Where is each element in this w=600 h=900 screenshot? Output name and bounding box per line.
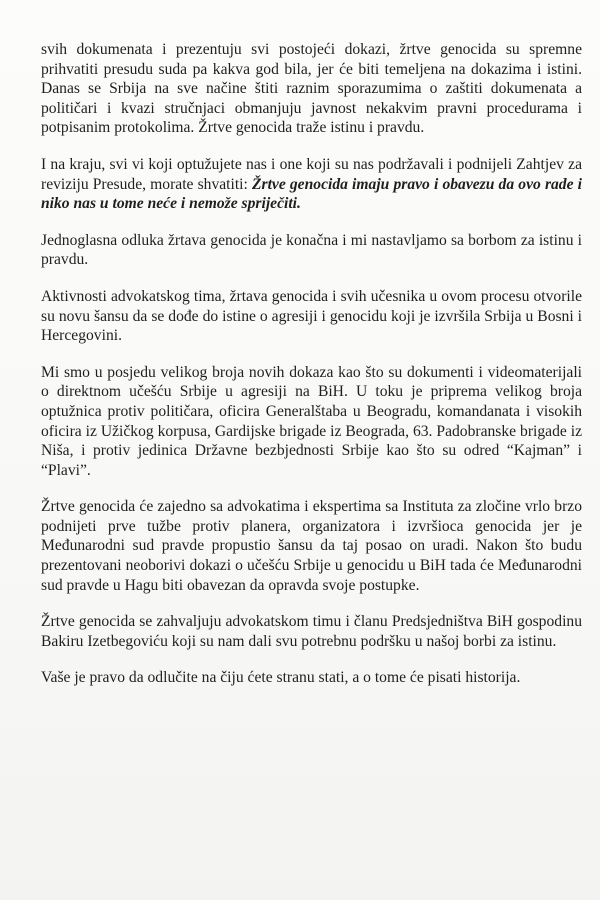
paragraph-1-text: svih dokumenata i prezentuju svi postojeći dokazi, žrtve genocida su spremne prihvatiti presudu suda pa kakva god bila, jer će biti temeljena na dokazima i istini. Danas se Srbija na sve načine štiti raznim sporazumima o zaštiti dokumenata a političari i kvazi stručnjaci obmanjuju javnost nekakvim pravni procedurama i potpisanim protokolima. Žrtve genocida traže istinu i pravdu. bbox=[41, 41, 582, 137]
paragraph-6-text: Žrtve genocida će zajedno sa advokatima i ekspertima sa Instituta za zločine vrlo brzo podnijeti prve tužbe protiv planera, organizatora i izvršioca genocida jer je Međunarodni sud pravde propustio šansu da taj posao on uradi. Nakon što budu prezentovani neoborivi dokazi o učešću Srbije u genocidu u BiH tada će Međunarodni sud pravde u Hagu biti obavezan da opravda svoje postupke. bbox=[41, 498, 582, 594]
paragraph-3-text: Jednoglasna odluka žrtava genocida je konačna i mi nastavljamo sa borbom za istinu i pravdu. bbox=[41, 231, 582, 269]
paragraph-7 bbox=[41, 612, 582, 651]
paragraph-8-text: Vaše je pravo da odlučite na čiju ćete stranu stati, a o tome će pisati historija. bbox=[41, 669, 521, 687]
paragraph-5 bbox=[41, 363, 582, 481]
paragraph-2-text: I na kraju, svi vi koji optužujete nas i one koji su nas podržavali i podnijeli Zahtjev za reviziju Presude, morate shvatiti: bbox=[41, 155, 582, 193]
paragraph-6 bbox=[41, 497, 582, 595]
paragraph-4-text: Aktivnosti advokatskog tima, žrtava genocida i svih učesnika u ovom procesu otvorile su novu šansu da se dođe do istine o agresiji i genocidu koji je izvršila Srbija u Bosni i Hercegovini. bbox=[41, 287, 582, 345]
paragraph-3 bbox=[41, 231, 582, 270]
document-body bbox=[41, 40, 582, 705]
paragraph-1 bbox=[41, 40, 582, 138]
paragraph-2 bbox=[41, 155, 582, 214]
paragraph-4 bbox=[41, 287, 582, 346]
paragraph-8 bbox=[41, 668, 582, 688]
paragraph-7-text: Žrtve genocida se zahvaljuju advokatskom timu i članu Predsjedništva BiH gospodinu Bakiru Izetbegoviću koji su nam dali svu potrebnu podršku u našoj borbi za istinu. bbox=[41, 613, 582, 650]
paragraph-5-text: Mi smo u posjedu velikog broja novih dokaza kao što su dokumenti i videomaterijali o direktnom učešću Srbije u agresiji na BiH. U toku je priprema velikog broja optužnica protiv političara, oficira Generalštaba u Beogradu, komandanata i visokih oficira iz Užičkog korpusa, Gardijske brigade iz Beograda, 63. Padobranske brigade iz Niša, i protiv jedinica Državne bezbjednosti Srbije kao što su odred “Kajman” i “Plavi”. bbox=[41, 363, 582, 479]
paragraph-2-emphasis: Žrtve genocida imaju pravo i obavezu da ovo rade i niko nas u tome neće i nemože spriječiti. bbox=[41, 175, 582, 213]
